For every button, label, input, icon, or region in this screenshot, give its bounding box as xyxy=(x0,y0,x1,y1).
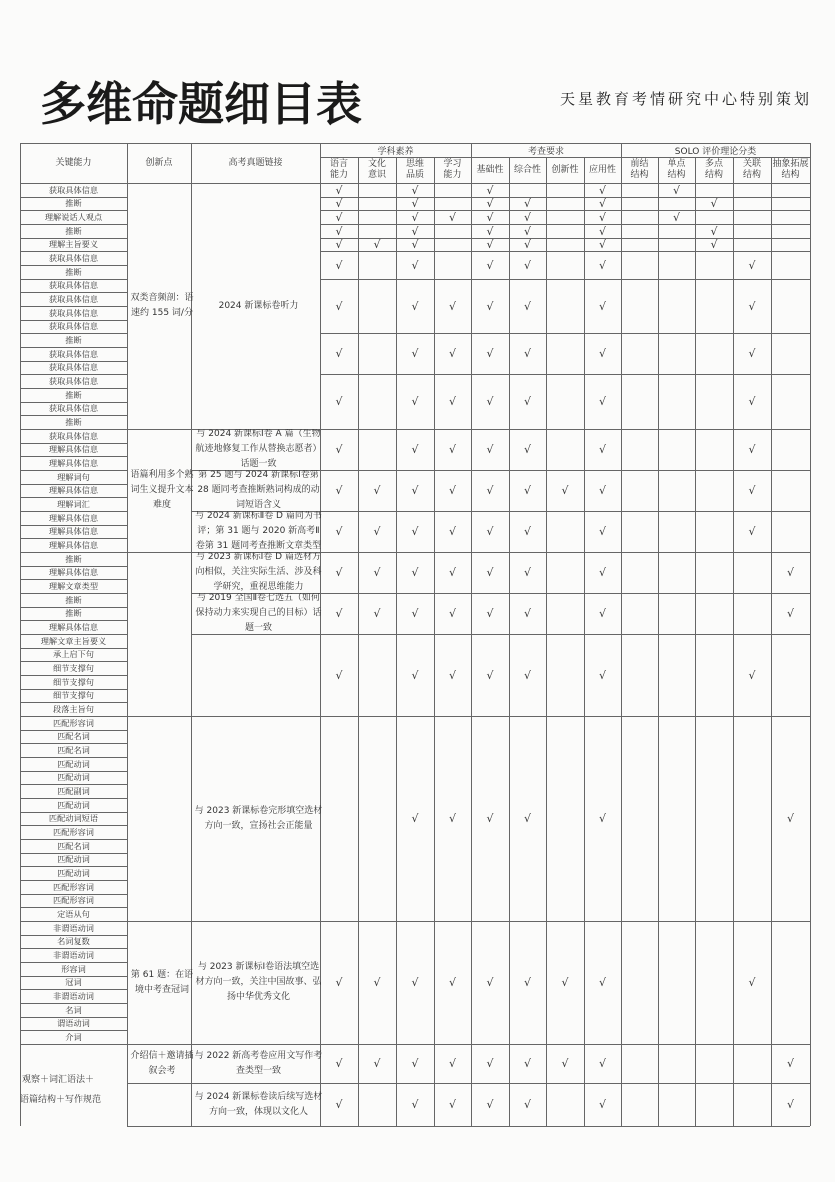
check-mark: √ xyxy=(523,976,531,989)
ability-row: 理解词句 xyxy=(57,471,90,482)
check-mark: √ xyxy=(748,668,756,682)
check-mark: √ xyxy=(523,395,531,408)
check-mark: √ xyxy=(598,1057,606,1070)
ability-row: 获取具体信息 xyxy=(48,403,99,413)
check-mark: √ xyxy=(786,812,794,825)
ability-row: 理解文章主旨要义 xyxy=(40,635,107,646)
check-mark: √ xyxy=(335,1057,343,1070)
check-mark: √ xyxy=(335,976,343,989)
ability-row: 推断 xyxy=(65,225,82,236)
innovation-rule xyxy=(127,716,191,717)
ability-row: 理解具体信息 xyxy=(48,512,99,523)
check-mark: √ xyxy=(523,258,531,272)
ability-row: 理解词汇 xyxy=(57,498,90,509)
ability-row: 理解具体信息 xyxy=(48,567,99,577)
ability-row: 匹配动词 xyxy=(57,772,90,782)
check-mark: √ xyxy=(486,197,494,210)
ability-row: 谓语动词 xyxy=(57,1018,90,1028)
ability-row: 匹配形容词 xyxy=(53,895,94,905)
page-title: 多维命题细目表 xyxy=(40,77,362,131)
check-mark: √ xyxy=(486,668,494,682)
check-mark: √ xyxy=(448,976,456,989)
header-col-1: 文化 意识 xyxy=(367,159,386,180)
ability-row: 冠词 xyxy=(65,977,82,987)
check-mark: √ xyxy=(448,668,456,682)
link-text: 第 25 题与 2024 新课标Ⅰ卷第 28 题同考查推断熟词构成的动词短语含义 xyxy=(197,470,320,510)
check-mark: √ xyxy=(335,607,343,620)
ability-row: 理解说话人观点 xyxy=(44,211,103,222)
link-text: 与 2023 新课标卷完形填空选材方向一致，宣扬社会正能量 xyxy=(194,805,323,831)
check-mark: √ xyxy=(598,443,606,456)
check-mark: √ xyxy=(561,1057,569,1070)
link-text: 与 2024 新课标Ⅰ卷 A 篇（生物航迹地修复工作从替换志愿者）话题一致 xyxy=(195,429,322,469)
check-mark: √ xyxy=(373,976,381,989)
check-mark: √ xyxy=(598,238,606,251)
check-mark: √ xyxy=(448,443,456,456)
check-mark: √ xyxy=(486,976,494,989)
link-rule xyxy=(191,634,320,635)
check-mark: √ xyxy=(523,668,531,682)
header-group-solo: SOLO 评价理论分类 xyxy=(674,146,757,157)
ability-row: 匹配副词 xyxy=(57,785,90,796)
check-mark: √ xyxy=(335,443,343,456)
check-mark: √ xyxy=(486,395,494,408)
check-mark: √ xyxy=(523,607,531,620)
ability-row: 理解具体信息 xyxy=(48,485,99,495)
check-mark: √ xyxy=(411,484,419,497)
ability-row: 获取具体信息 xyxy=(48,280,99,290)
check-mark: √ xyxy=(523,299,531,313)
check-mark: √ xyxy=(598,668,606,682)
check-mark: √ xyxy=(448,210,456,224)
check-mark: √ xyxy=(411,347,419,360)
check-mark: √ xyxy=(561,976,569,989)
check-mark: √ xyxy=(786,1057,794,1070)
ability-row: 获取具体信息 xyxy=(48,252,99,263)
check-mark: √ xyxy=(748,525,756,538)
ability-row: 形容词 xyxy=(61,963,86,974)
header-col-10: 多点 结构 xyxy=(704,159,723,180)
ability-row: 名词复数 xyxy=(57,936,90,946)
check-mark: √ xyxy=(335,299,343,313)
link-text: 与 2023 新课标Ⅰ卷语法填空选材方向一致，关注中国故事、弘扬中华优秀文化 xyxy=(195,962,322,1002)
check-mark: √ xyxy=(335,525,343,538)
check-mark: √ xyxy=(411,976,419,989)
header-col-9: 单点 结构 xyxy=(667,159,686,180)
check-mark: √ xyxy=(786,607,794,620)
ability-row: 匹配动词 xyxy=(57,867,90,878)
left-note: 观察＋词汇语法＋ xyxy=(22,1075,95,1085)
check-mark: √ xyxy=(486,183,494,197)
check-mark: √ xyxy=(335,238,343,251)
block-rule xyxy=(320,716,810,717)
ability-row: 理解具体信息 xyxy=(48,526,99,536)
check-mark: √ xyxy=(786,566,794,579)
ability-row: 匹配形容词 xyxy=(53,826,94,837)
ability-row: 匹配动词 xyxy=(57,758,90,769)
ability-row: 细节支撑句 xyxy=(53,662,94,673)
ability-row: 匹配名词 xyxy=(57,744,90,755)
check-mark: √ xyxy=(411,197,419,210)
header-col-2: 思维 品质 xyxy=(405,159,424,180)
table-rule xyxy=(658,157,659,1126)
check-mark: √ xyxy=(486,1098,494,1111)
check-mark: √ xyxy=(523,1098,531,1111)
ability-row: 推断 xyxy=(65,416,82,427)
check-mark: √ xyxy=(748,395,756,408)
check-mark: √ xyxy=(411,210,419,224)
check-mark: √ xyxy=(448,525,456,538)
check-mark: √ xyxy=(748,976,756,989)
check-mark: √ xyxy=(523,238,531,251)
check-mark: √ xyxy=(335,197,343,210)
check-mark: √ xyxy=(335,224,343,238)
ability-row: 匹配名词 xyxy=(57,731,90,741)
check-mark: √ xyxy=(373,525,381,538)
ability-row: 理解具体信息 xyxy=(48,621,99,632)
innovation-rule xyxy=(127,552,191,553)
check-mark: √ xyxy=(672,210,680,224)
check-mark: √ xyxy=(486,443,494,456)
ability-row: 推断 xyxy=(65,389,82,400)
check-mark: √ xyxy=(448,484,456,497)
ability-row: 理解文章类型 xyxy=(48,580,99,591)
ability-row: 理解主旨要义 xyxy=(48,239,99,249)
check-mark: √ xyxy=(448,566,456,579)
check-mark: √ xyxy=(523,812,531,825)
check-mark: √ xyxy=(523,210,531,224)
check-mark: √ xyxy=(335,1098,343,1111)
ability-row: 获取具体信息 xyxy=(48,375,99,386)
check-mark: √ xyxy=(373,566,381,579)
check-mark: √ xyxy=(335,668,343,682)
block-rule xyxy=(320,197,810,198)
ability-row: 匹配名词 xyxy=(57,840,90,851)
ability-row: 推断 xyxy=(65,594,82,605)
check-mark: √ xyxy=(411,668,419,682)
check-mark: √ xyxy=(748,347,756,360)
ability-row: 获取具体信息 xyxy=(48,362,99,372)
check-mark: √ xyxy=(523,224,531,238)
link-text: 与 2024 新课标卷读后续写选材方向一致，体现以文化人 xyxy=(194,1091,323,1117)
ability-row: 推断 xyxy=(65,553,82,564)
page-subtitle: 天星教育考情研究中心特别策划 xyxy=(560,90,813,108)
ability-row: 获取具体信息 xyxy=(48,184,99,195)
check-mark: √ xyxy=(598,197,606,210)
link-text: 与 2023 新课标Ⅰ卷 D 篇选材方向相似，关注实际生活、涉及科学研究，重视思维能力 xyxy=(195,552,322,592)
check-mark: √ xyxy=(523,566,531,579)
check-mark: √ xyxy=(598,607,606,620)
ability-row: 细节支撑句 xyxy=(53,690,94,700)
ability-row: 获取具体信息 xyxy=(48,430,99,441)
check-mark: √ xyxy=(448,299,456,313)
ability-row: 推断 xyxy=(65,198,82,208)
check-mark: √ xyxy=(411,183,419,197)
check-mark: √ xyxy=(710,224,718,238)
check-mark: √ xyxy=(598,183,606,197)
block-rule xyxy=(320,210,810,211)
header-col-8: 前结 结构 xyxy=(630,159,649,180)
header-innovation: 创新点 xyxy=(145,157,173,168)
ability-row: 介词 xyxy=(65,1031,82,1042)
header-col-7: 应用性 xyxy=(588,164,616,175)
table-rule xyxy=(695,157,696,1126)
ability-row: 非谓语动词 xyxy=(53,922,94,933)
check-mark: √ xyxy=(598,258,606,272)
check-mark: √ xyxy=(672,183,680,197)
check-mark: √ xyxy=(448,347,456,360)
writing-rule xyxy=(127,1126,810,1127)
check-mark: √ xyxy=(523,443,531,456)
check-mark: √ xyxy=(486,210,494,224)
ability-row: 匹配形容词 xyxy=(53,717,94,728)
check-mark: √ xyxy=(598,1098,606,1111)
ability-row: 获取具体信息 xyxy=(48,293,99,304)
ability-row: 非谓语动词 xyxy=(53,990,94,1001)
check-mark: √ xyxy=(523,1057,531,1070)
check-mark: √ xyxy=(598,347,606,360)
check-mark: √ xyxy=(411,224,419,238)
check-mark: √ xyxy=(335,566,343,579)
header-col-3: 学习 能力 xyxy=(443,159,462,180)
header-ability: 关键能力 xyxy=(55,157,92,168)
innovation-text: 介绍信＋邀请插叙会考 xyxy=(130,1050,194,1076)
check-mark: √ xyxy=(710,197,718,210)
check-mark: √ xyxy=(373,1057,381,1070)
ability-row: 匹配动词 xyxy=(57,854,90,864)
writing-rule xyxy=(127,1083,810,1084)
check-mark: √ xyxy=(448,812,456,825)
left-note: 语篇结构＋写作规范 xyxy=(20,1095,102,1105)
check-mark: √ xyxy=(710,238,718,251)
check-mark: √ xyxy=(448,1057,456,1070)
check-mark: √ xyxy=(411,566,419,579)
ability-row: 匹配形容词 xyxy=(53,881,94,892)
ability-row: 获取具体信息 xyxy=(48,321,99,331)
check-mark: √ xyxy=(598,224,606,238)
header-col-5: 综合性 xyxy=(513,164,541,175)
check-mark: √ xyxy=(598,525,606,538)
ability-row: 获取具体信息 xyxy=(48,307,99,318)
check-mark: √ xyxy=(598,812,606,825)
check-mark: √ xyxy=(411,1057,419,1070)
ability-row: 理解具体信息 xyxy=(48,444,99,454)
header-group-exam: 考查要求 xyxy=(527,146,564,157)
check-mark: √ xyxy=(411,525,419,538)
table-rule xyxy=(771,157,772,1126)
check-mark: √ xyxy=(448,607,456,620)
ability-row: 理解具体信息 xyxy=(48,457,99,468)
ability-row: 推断 xyxy=(65,266,82,277)
check-mark: √ xyxy=(486,1057,494,1070)
check-mark: √ xyxy=(486,224,494,238)
check-mark: √ xyxy=(335,347,343,360)
check-mark: √ xyxy=(598,210,606,224)
check-mark: √ xyxy=(748,258,756,272)
check-mark: √ xyxy=(335,395,343,408)
check-mark: √ xyxy=(748,299,756,313)
link-text: 2024 新课标卷听力 xyxy=(218,300,299,311)
check-mark: √ xyxy=(411,238,419,251)
table-rule xyxy=(810,143,811,1126)
check-mark: √ xyxy=(486,347,494,360)
ability-row: 承上启下句 xyxy=(53,649,94,659)
check-mark: √ xyxy=(523,197,531,210)
ability-row: 推断 xyxy=(65,334,82,345)
check-mark: √ xyxy=(598,484,606,497)
check-mark: √ xyxy=(335,484,343,497)
check-mark: √ xyxy=(561,484,569,497)
header-group-literacy: 学科素养 xyxy=(377,146,414,157)
ability-row: 匹配动词 xyxy=(57,799,90,810)
header-col-11: 关联 结构 xyxy=(742,159,761,180)
check-mark: √ xyxy=(598,976,606,989)
ability-row: 细节支撑句 xyxy=(53,676,94,687)
check-mark: √ xyxy=(598,566,606,579)
header-col-12: 抽象拓展 结构 xyxy=(772,159,809,180)
check-mark: √ xyxy=(411,299,419,313)
check-mark: √ xyxy=(335,258,343,272)
ability-row: 非谓语动词 xyxy=(53,949,94,960)
check-mark: √ xyxy=(598,299,606,313)
ability-rule xyxy=(20,1044,127,1045)
innovation-text: 双类音频剖：语速约 155 词/分 xyxy=(130,293,194,318)
check-mark: √ xyxy=(486,484,494,497)
check-mark: √ xyxy=(486,566,494,579)
check-mark: √ xyxy=(411,443,419,456)
check-mark: √ xyxy=(448,1098,456,1111)
link-text: 与 2022 新高考卷应用文写作考查类型一致 xyxy=(194,1050,323,1076)
check-mark: √ xyxy=(411,1098,419,1111)
ability-row: 理解具体信息 xyxy=(48,539,99,550)
check-mark: √ xyxy=(486,258,494,272)
ability-row: 段落主旨句 xyxy=(53,703,94,714)
check-mark: √ xyxy=(523,347,531,360)
link-text: 与 2024 新课标Ⅱ卷 D 篇同为书评；第 31 题与 2020 新高考Ⅱ卷第 31 题同考查推断文章类型 xyxy=(195,511,322,551)
check-mark: √ xyxy=(486,238,494,251)
header-col-6: 创新性 xyxy=(551,164,579,175)
header-col-0: 语言 能力 xyxy=(329,159,348,180)
check-mark: √ xyxy=(486,525,494,538)
ability-row: 匹配动词短语 xyxy=(48,813,99,823)
ability-row: 定语从句 xyxy=(57,908,90,919)
check-mark: √ xyxy=(486,299,494,313)
check-mark: √ xyxy=(786,1098,794,1111)
check-mark: √ xyxy=(373,238,381,251)
check-mark: √ xyxy=(373,607,381,620)
block-rule xyxy=(320,224,810,225)
check-mark: √ xyxy=(411,607,419,620)
header-col-4: 基础性 xyxy=(476,164,504,175)
check-mark: √ xyxy=(486,607,494,620)
ability-row: 名词 xyxy=(65,1004,82,1015)
check-mark: √ xyxy=(373,484,381,497)
check-mark: √ xyxy=(411,395,419,408)
check-mark: √ xyxy=(486,812,494,825)
check-mark: √ xyxy=(523,525,531,538)
check-mark: √ xyxy=(411,258,419,272)
innovation-text: 第 61 题：在语境中考查冠词 xyxy=(130,969,194,995)
ability-row: 推断 xyxy=(65,608,82,618)
check-mark: √ xyxy=(335,183,343,197)
check-mark: √ xyxy=(748,443,756,456)
check-mark: √ xyxy=(748,484,756,497)
check-mark: √ xyxy=(523,484,531,497)
check-mark: √ xyxy=(335,210,343,224)
link-text: 与 2019 全国Ⅱ卷七选五（如何保持动力来实现自己的目标）话题一致 xyxy=(195,593,322,633)
check-mark: √ xyxy=(598,395,606,408)
innovation-text: 语篇利用多个熟词生义提升文本难度 xyxy=(130,470,194,510)
check-mark: √ xyxy=(411,812,419,825)
check-mark: √ xyxy=(448,395,456,408)
header-link: 高考真题链接 xyxy=(228,157,283,168)
ability-row: 获取具体信息 xyxy=(48,348,99,359)
